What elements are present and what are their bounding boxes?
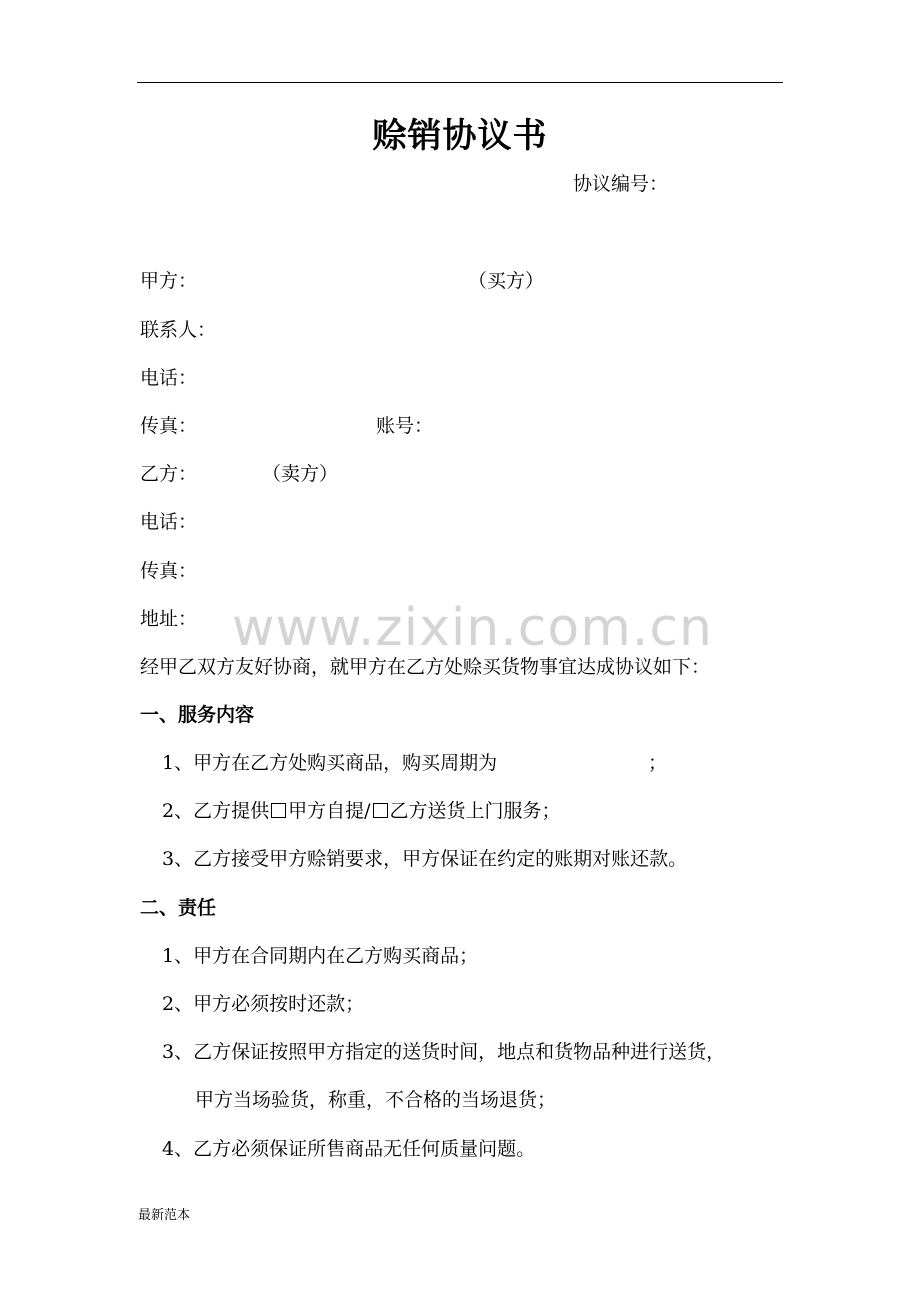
section-2-item-3-cont: 甲方当场验货，称重，不合格的当场退货； (195, 1089, 557, 1111)
self-pickup-label: 甲方自提/ (288, 800, 371, 822)
party-a-label: 甲方： (140, 270, 198, 292)
party-a-role: （买方） (468, 270, 545, 292)
party-a-contact-label: 联系人： (140, 319, 217, 341)
party-b-label: 乙方： (140, 463, 198, 485)
header-rule (137, 82, 783, 83)
section-1-item-1: 1、甲方在乙方处购买商品，购买周期为 (162, 752, 498, 774)
section-1-heading: 一、服务内容 (140, 704, 255, 726)
section-2-item-2: 2、甲方必须按时还款； (162, 993, 365, 1015)
party-a-phone-label: 电话： (140, 367, 198, 389)
section-1-item-3: 3、乙方接受甲方赊销要求，甲方保证在约定的账期对账还款。 (162, 848, 688, 870)
party-b-phone-label: 电话： (140, 511, 198, 533)
section-2-item-4: 4、乙方必须保证所售商品无任何质量问题。 (162, 1138, 536, 1160)
party-b-role: （卖方） (262, 463, 339, 485)
section-2-item-1: 1、甲方在合同期内在乙方购买商品； (162, 945, 479, 967)
document-title: 赊销协议书 (372, 116, 548, 156)
item-2-prefix: 2、乙方提供 (162, 800, 270, 822)
party-a-account-label: 账号： (376, 415, 434, 437)
party-b-address-label: 地址： (140, 608, 198, 630)
self-pickup-checkbox[interactable] (271, 803, 286, 818)
section-2-item-3: 3、乙方保证按照甲方指定的送货时间，地点和货物品种进行送货， (162, 1041, 726, 1063)
intro-text: 经甲乙双方友好协商，就甲方在乙方处赊买货物事宜达成协议如下： (140, 656, 711, 678)
watermark: www.zixin.com.cn (232, 598, 713, 658)
section-2-heading: 二、责任 (140, 897, 217, 919)
party-b-fax-label: 传真： (140, 560, 198, 582)
party-a-fax-label: 传真： (140, 415, 198, 437)
delivery-checkbox[interactable] (373, 803, 388, 818)
section-1-item-1-end: ； (648, 752, 668, 774)
footer-text: 最新范本 (138, 1208, 191, 1223)
agreement-number-label: 协议编号： (573, 173, 669, 195)
section-1-item-2 (162, 797, 561, 825)
delivery-label: 乙方送货上门服务； (389, 800, 561, 822)
